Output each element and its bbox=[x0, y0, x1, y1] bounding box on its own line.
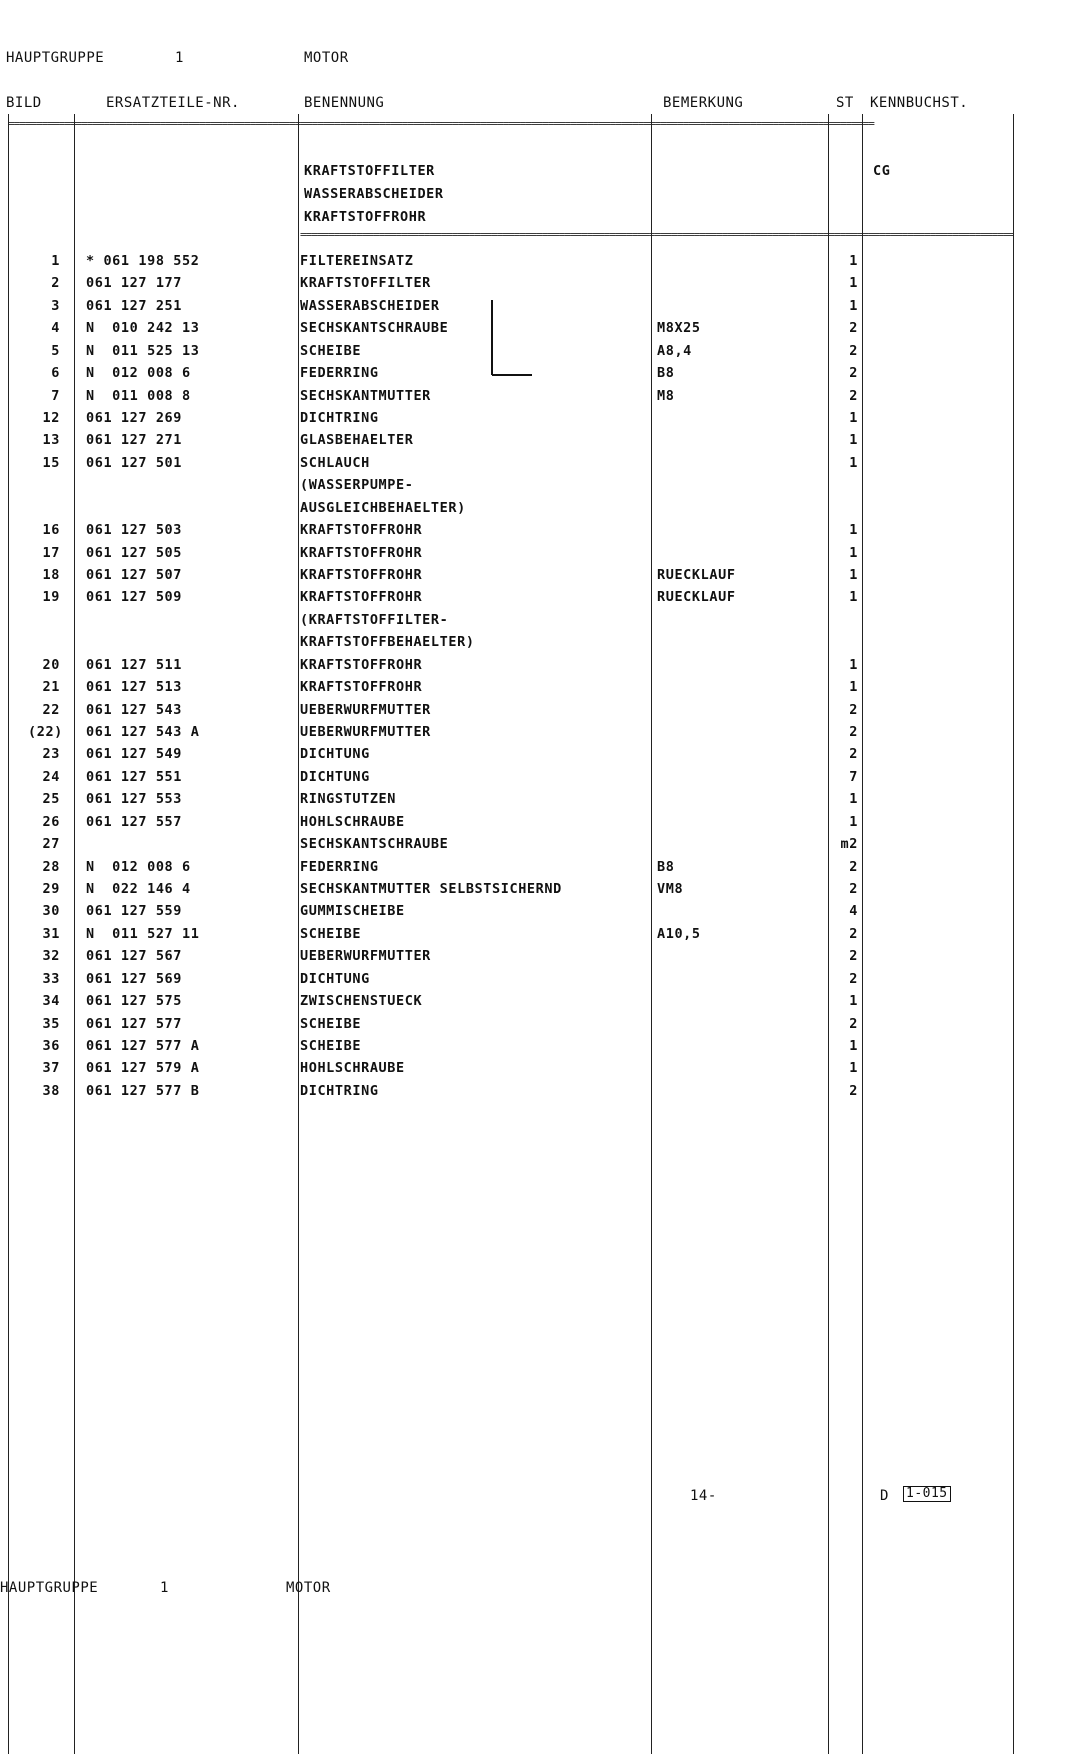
row-name: GUMMISCHEIBE bbox=[300, 903, 405, 919]
row-part-number: 061 127 513 bbox=[86, 679, 183, 695]
row-name: SECHSKANTSCHRAUBE bbox=[300, 836, 449, 852]
next-group-label: HAUPTGRUPPE bbox=[0, 1580, 99, 1596]
row-remark: RUECKLAUF bbox=[657, 567, 736, 583]
row-part-number: 061 127 501 bbox=[86, 455, 183, 471]
row-name: DICHTRING bbox=[300, 1083, 379, 1099]
row-name: KRAFTSTOFFROHR bbox=[300, 589, 423, 605]
row-part-number: 061 127 503 bbox=[86, 522, 183, 538]
row-qty: 1 bbox=[849, 814, 858, 830]
page-number: 14- bbox=[690, 1488, 717, 1504]
row-qty: 2 bbox=[849, 859, 858, 875]
row-bild: 3 bbox=[51, 298, 60, 314]
row-name: RINGSTUTZEN bbox=[300, 791, 397, 807]
row-part-number: 061 127 567 bbox=[86, 948, 183, 964]
row-qty: 2 bbox=[849, 926, 858, 942]
row-part-number: N 010 242 13 bbox=[86, 320, 200, 336]
row-name: FILTEREINSATZ bbox=[300, 253, 414, 269]
row-qty: 2 bbox=[849, 724, 858, 740]
row-name: (KRAFTSTOFFILTER- bbox=[300, 612, 449, 628]
row-bild: 12 bbox=[42, 410, 60, 426]
row-name: UEBERWURFMUTTER bbox=[300, 948, 431, 964]
row-remark: B8 bbox=[657, 859, 675, 875]
next-group-number: 1 bbox=[160, 1580, 169, 1596]
col-code: KENNBUCHST. bbox=[870, 95, 969, 111]
section-title: WASSERABSCHEIDER bbox=[304, 186, 444, 202]
row-part-number: 061 127 543 bbox=[86, 702, 183, 718]
row-name: KRAFTSTOFFROHR bbox=[300, 567, 423, 583]
row-bild: 36 bbox=[42, 1038, 60, 1054]
row-name: HOHLSCHRAUBE bbox=[300, 814, 405, 830]
row-qty: 1 bbox=[849, 791, 858, 807]
row-name: SCHEIBE bbox=[300, 1038, 362, 1054]
row-name: FEDERRING bbox=[300, 859, 379, 875]
row-bild: 24 bbox=[42, 769, 60, 785]
row-bild: 19 bbox=[42, 589, 60, 605]
row-name: KRAFTSTOFFROHR bbox=[300, 657, 423, 673]
row-bild: 6 bbox=[51, 365, 60, 381]
row-bild: 21 bbox=[42, 679, 60, 695]
row-part-number: N 011 527 11 bbox=[86, 926, 200, 942]
row-name: SCHLAUCH bbox=[300, 455, 370, 471]
row-bild: 38 bbox=[42, 1083, 60, 1099]
row-qty: 1 bbox=[849, 589, 858, 605]
row-part-number: 061 127 271 bbox=[86, 432, 183, 448]
row-qty: 2 bbox=[849, 948, 858, 964]
row-name: SCHEIBE bbox=[300, 926, 362, 942]
col-bild: BILD bbox=[6, 95, 42, 111]
row-part-number: 061 127 507 bbox=[86, 567, 183, 583]
row-bild: 20 bbox=[42, 657, 60, 673]
row-qty: 2 bbox=[849, 881, 858, 897]
row-remark: B8 bbox=[657, 365, 675, 381]
row-part-number: 061 127 553 bbox=[86, 791, 183, 807]
language-code: D bbox=[880, 1488, 889, 1504]
group-label: HAUPTGRUPPE bbox=[6, 50, 105, 66]
section-code: CG bbox=[873, 163, 891, 179]
col-remark: BEMERKUNG bbox=[663, 95, 744, 111]
col-name: BENENNUNG bbox=[304, 95, 385, 111]
row-remark: A10,5 bbox=[657, 926, 701, 942]
row-qty: 7 bbox=[849, 769, 858, 785]
row-name: UEBERWURFMUTTER bbox=[300, 724, 431, 740]
row-qty: 2 bbox=[849, 1016, 858, 1032]
row-bild: 33 bbox=[42, 971, 60, 987]
row-part-number: * 061 198 552 bbox=[86, 253, 200, 269]
col-qty: ST bbox=[836, 95, 854, 111]
row-bild: 4 bbox=[51, 320, 60, 336]
row-qty: m2 bbox=[840, 836, 858, 852]
section-title: KRAFTSTOFFROHR bbox=[304, 209, 427, 225]
row-name: HOHLSCHRAUBE bbox=[300, 1060, 405, 1076]
row-part-number: 061 127 509 bbox=[86, 589, 183, 605]
row-bild: 15 bbox=[42, 455, 60, 471]
row-part-number: 061 127 575 bbox=[86, 993, 183, 1009]
row-name: SECHSKANTMUTTER SELBSTSICHERND bbox=[300, 881, 562, 897]
row-name: DICHTUNG bbox=[300, 746, 370, 762]
row-part-number: 061 127 505 bbox=[86, 545, 183, 561]
row-qty: 1 bbox=[849, 298, 858, 314]
row-qty: 1 bbox=[849, 455, 858, 471]
row-part-number: N 022 146 4 bbox=[86, 881, 191, 897]
row-part-number: 061 127 557 bbox=[86, 814, 183, 830]
row-part-number: 061 127 551 bbox=[86, 769, 183, 785]
row-qty: 2 bbox=[849, 971, 858, 987]
row-qty: 1 bbox=[849, 432, 858, 448]
row-part-number: 061 127 543 A bbox=[86, 724, 200, 740]
row-name: KRAFTSTOFFILTER bbox=[300, 275, 431, 291]
row-part-number: 061 127 511 bbox=[86, 657, 183, 673]
row-name: WASSERABSCHEIDER bbox=[300, 298, 440, 314]
row-remark: M8 bbox=[657, 388, 675, 404]
row-name: KRAFTSTOFFROHR bbox=[300, 522, 423, 538]
row-part-number: N 012 008 6 bbox=[86, 365, 191, 381]
row-bild: 1 bbox=[51, 253, 60, 269]
row-part-number: 061 127 579 A bbox=[86, 1060, 200, 1076]
row-remark: RUECKLAUF bbox=[657, 589, 736, 605]
row-part-number: 061 127 559 bbox=[86, 903, 183, 919]
row-name: SECHSKANTSCHRAUBE bbox=[300, 320, 449, 336]
row-bild: 35 bbox=[42, 1016, 60, 1032]
row-bild: 13 bbox=[42, 432, 60, 448]
row-qty: 1 bbox=[849, 993, 858, 1009]
row-qty: 2 bbox=[849, 388, 858, 404]
row-qty: 1 bbox=[849, 679, 858, 695]
row-bild: 23 bbox=[42, 746, 60, 762]
row-bild: 27 bbox=[42, 836, 60, 852]
row-name: UEBERWURFMUTTER bbox=[300, 702, 431, 718]
row-name: KRAFTSTOFFROHR bbox=[300, 545, 423, 561]
row-bild: 18 bbox=[42, 567, 60, 583]
row-bild: 17 bbox=[42, 545, 60, 561]
row-bild: (22) bbox=[28, 724, 63, 740]
row-qty: 2 bbox=[849, 1083, 858, 1099]
row-bild: 26 bbox=[42, 814, 60, 830]
row-part-number: 061 127 569 bbox=[86, 971, 183, 987]
row-part-number: N 012 008 6 bbox=[86, 859, 191, 875]
row-qty: 2 bbox=[849, 702, 858, 718]
next-group-name: MOTOR bbox=[286, 1580, 331, 1596]
group-name: MOTOR bbox=[304, 50, 349, 66]
row-name: DICHTUNG bbox=[300, 769, 370, 785]
row-name: SECHSKANTMUTTER bbox=[300, 388, 431, 404]
row-bild: 25 bbox=[42, 791, 60, 807]
row-part-number: 061 127 177 bbox=[86, 275, 183, 291]
row-bild: 31 bbox=[42, 926, 60, 942]
row-bild: 22 bbox=[42, 702, 60, 718]
row-remark: A8,4 bbox=[657, 343, 692, 359]
row-bild: 37 bbox=[42, 1060, 60, 1076]
row-bild: 28 bbox=[42, 859, 60, 875]
row-qty: 2 bbox=[849, 320, 858, 336]
row-name: KRAFTSTOFFBEHAELTER) bbox=[300, 634, 475, 650]
row-bild: 2 bbox=[51, 275, 60, 291]
section-title: KRAFTSTOFFILTER bbox=[304, 163, 435, 179]
row-name: (WASSERPUMPE- bbox=[300, 477, 414, 493]
row-bild: 16 bbox=[42, 522, 60, 538]
row-qty: 2 bbox=[849, 365, 858, 381]
row-qty: 1 bbox=[849, 522, 858, 538]
row-bild: 30 bbox=[42, 903, 60, 919]
row-part-number: 061 127 269 bbox=[86, 410, 183, 426]
row-qty: 1 bbox=[849, 253, 858, 269]
group-number: 1 bbox=[175, 50, 184, 66]
row-qty: 1 bbox=[849, 545, 858, 561]
row-part-number: N 011 008 8 bbox=[86, 388, 191, 404]
row-qty: 1 bbox=[849, 657, 858, 673]
row-name: KRAFTSTOFFROHR bbox=[300, 679, 423, 695]
row-name: GLASBEHAELTER bbox=[300, 432, 414, 448]
row-name: AUSGLEICHBEHAELTER) bbox=[300, 500, 466, 516]
row-bild: 32 bbox=[42, 948, 60, 964]
row-qty: 1 bbox=[849, 410, 858, 426]
row-name: SCHEIBE bbox=[300, 343, 362, 359]
row-part-number: 061 127 577 A bbox=[86, 1038, 200, 1054]
row-name: SCHEIBE bbox=[300, 1016, 362, 1032]
row-bild: 29 bbox=[42, 881, 60, 897]
row-qty: 1 bbox=[849, 1038, 858, 1054]
row-qty: 2 bbox=[849, 746, 858, 762]
row-qty: 2 bbox=[849, 343, 858, 359]
col-part-no: ERSATZTEILE-NR. bbox=[106, 95, 240, 111]
row-qty: 4 bbox=[849, 903, 858, 919]
row-remark: M8X25 bbox=[657, 320, 701, 336]
row-bild: 34 bbox=[42, 993, 60, 1009]
row-remark: VM8 bbox=[657, 881, 684, 897]
row-part-number: 061 127 577 bbox=[86, 1016, 183, 1032]
row-qty: 1 bbox=[849, 275, 858, 291]
row-name: DICHTRING bbox=[300, 410, 379, 426]
row-part-number: 061 127 577 B bbox=[86, 1083, 200, 1099]
row-bild: 7 bbox=[51, 388, 60, 404]
row-bild: 5 bbox=[51, 343, 60, 359]
row-qty: 1 bbox=[849, 567, 858, 583]
row-name: FEDERRING bbox=[300, 365, 379, 381]
row-part-number: 061 127 549 bbox=[86, 746, 183, 762]
page-reference: 1-015 bbox=[903, 1486, 951, 1502]
row-part-number: 061 127 251 bbox=[86, 298, 183, 314]
row-name: DICHTUNG bbox=[300, 971, 370, 987]
row-qty: 1 bbox=[849, 1060, 858, 1076]
row-name: ZWISCHENSTUECK bbox=[300, 993, 423, 1009]
row-part-number: N 011 525 13 bbox=[86, 343, 200, 359]
